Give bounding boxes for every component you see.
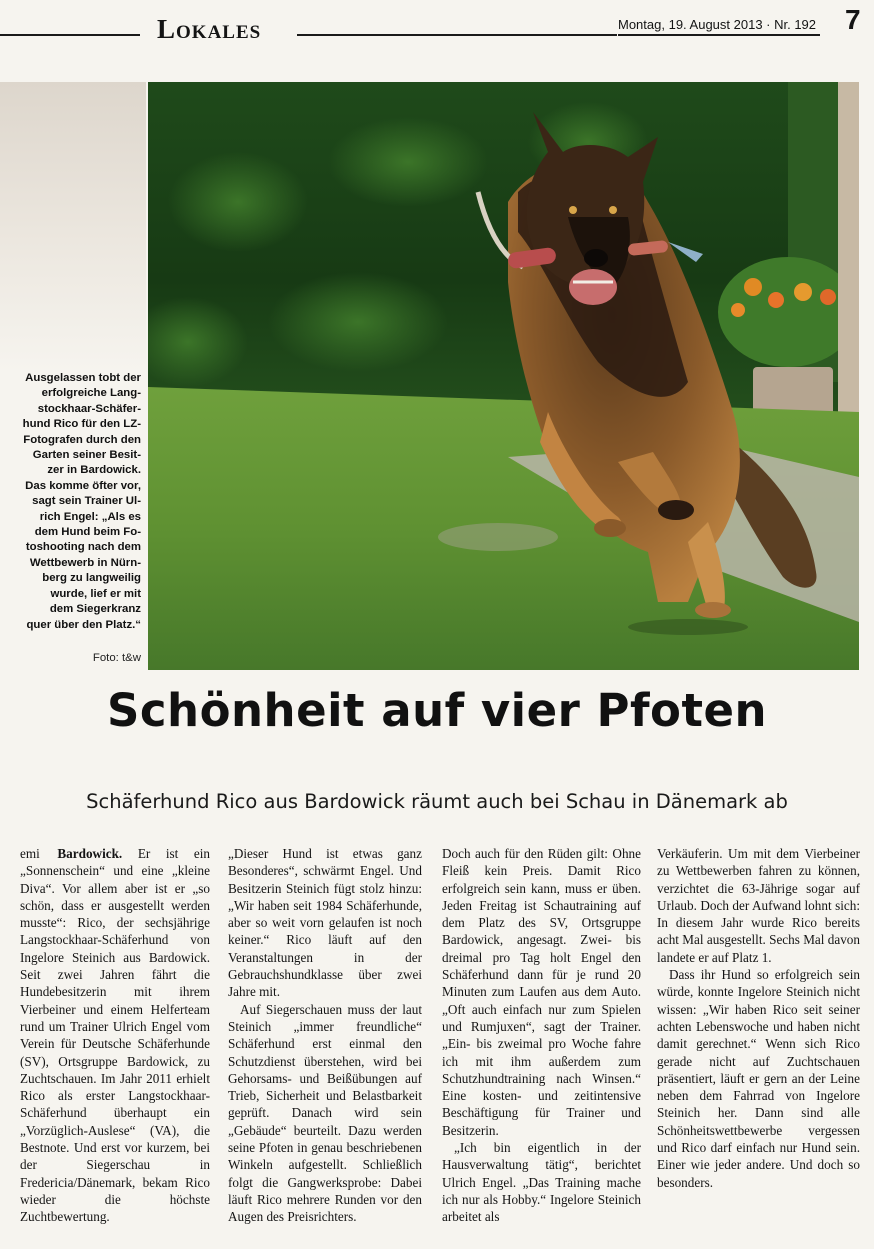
paragraph-text: Er ist ein „Sonnenschein“ und eine „kleine Diva“. Vor allem aber ist er „so schön, dass er ausgestellt werden musste“: Rico, der sechsjährige Langstockhaar-Schäferhund von Ingelore Steinich aus Bardowick. Seit zwei Jahren fährt die Hundebesitzerin mit ihrem Vierbeiner und einem Helferteam rund um Trainer Ulrich Engel vom Verein für Deutsche Schäferhunde (SV), Ortsgruppe Bardowick, zu Zuchtschauen. Im Jahr 2011 erhielt Rico als erster Langstockhaar-Schäferhund überhaupt ein „Vorzüglich-Auslese“ (VA), die Bestnote. Und erst vor kurzem, bei der Siegerschau in Fredericia/Dänemark, bekam Rico wieder die höchste Zuchtbewertung. bbox=[20, 846, 211, 1225]
dateline: Bardowick. bbox=[57, 846, 123, 861]
issue-info: Montag, 19. August 2013 · Nr. 192 bbox=[618, 17, 817, 32]
headline: Schönheit auf vier Pfoten bbox=[106, 684, 768, 737]
section-title: Lokales bbox=[157, 14, 262, 44]
margin-fade bbox=[0, 82, 146, 372]
header-rule-left bbox=[0, 34, 140, 36]
article-paragraph: Auf Siegerschauen muss der laut Steinich „immer freundliche“ Schäferhund erst einmal den Schutzdienst überstehen, wird bei Gehorsams- und Beißübungen auf Trieb, Sicherheit und Belastbarkeit geprüft. Danach wird sein „Gebäude“ beurteilt. Dazu werden seine Pfoten in genau beschriebenen Winkeln aufgestellt. Schließlich folgt die Gangwerksprobe: Dabei läuft Rico mehrere Runden vor den Augen des Preisrichters. bbox=[228, 1001, 422, 1225]
header-rule-right bbox=[618, 34, 820, 36]
photo-caption: Ausgelassen tobt der erfolgreiche Lang- stockhaar-Schäfer- hund Rico für den LZ- Fotografen durch den Garten seiner Besit- zer in Bardowick. Das komme öfter vor, sagt sein Trainer Ul- rich Engel: „Als es dem Hund beim Fo- toshooting nach dem Wettbewerb in Nürn- berg zu langweilig wurde, lief er mit dem Siegerkranz quer über den Platz.“ bbox=[22, 372, 141, 631]
author-initials: emi bbox=[20, 846, 40, 861]
header-rule-middle bbox=[297, 34, 617, 36]
photo-credit: Foto: t&w bbox=[92, 652, 141, 664]
page-number: 7 bbox=[845, 4, 861, 35]
article-paragraph: Dass ihr Hund so erfolgreich sein würde, konnte Ingelore Steinich nicht wissen: „Wir haben Rico seit seiner achten Lebenswoche und haben nicht damit gerechnet.“ Wenn sich Rico gerade nicht auf Zuchtschauen präsentiert, läuft er gern an der Leine neben dem Fahrrad von Ingelore Steinich her. Dann sind alle Schönheitswettbewerbe vergessen und Rico darf einfach nur Hund sein. Einer wie jeder andere. Und doch so besonders. bbox=[657, 967, 860, 1190]
article-paragraph: „Dieser Hund ist etwas ganz Besonderes“, schwärmt Engel. Und Besitzerin Steinich fügt stolz hinzu: „Wir haben seit 1984 Schäferhunde, aber so weit vorn gelaufen ist noch keiner.“ Rico läuft auf den Veranstaltungen in der Gebrauchshundklasse über zwei Jahre mit. bbox=[228, 846, 422, 1000]
dog-photo bbox=[148, 82, 859, 670]
article-paragraph: „Ich bin eigentlich in der Hausverwaltung tätig“, berichtet Ulrich Engel. „Das Training mache ich nur als Hobby.“ Ingelore Steinich arbeitet als bbox=[442, 1140, 641, 1225]
article-paragraph: Verkäuferin. Um mit dem Vierbeiner zu Wettbewerben fahren zu können, verzichtet die 63-Jährige sogar auf Urlaub. Doch der Aufwand lohnt sich: In diesem Jahr wurde Rico bereits acht Mal ausgestellt. Sechs Mal davon landete er auf Platz 1. bbox=[657, 846, 860, 965]
article-column-2 bbox=[228, 845, 422, 1226]
article-paragraph: Doch auch für den Rüden gilt: Ohne Fleiß kein Preis. Damit Rico erfolgreich sein kann, muss er üben. Jeden Freitag ist Schautraining auf dem Platz des SV, Ortsgruppe Bardowick, angesagt. Zwei- bis dreimal pro Tag holt Engel den Schäferhund dann für je rund 20 Minuten zum Laufen aus dem Auto. „Oft auch einfach nur zum Spielen und Rumjuxen“, sagt der Trainer. „Ein- bis zweimal pro Woche fahre ich mit ihm außerdem zum Schutzhundtraining nach Winsen.“ Eine kosten- und zeitintensive Beschäftigung für Trainer und Besitzerin. bbox=[442, 846, 641, 1138]
article-column-1 bbox=[20, 845, 210, 1226]
article-column-3 bbox=[442, 845, 641, 1226]
article-column-4 bbox=[657, 845, 860, 1191]
article-paragraph bbox=[20, 845, 210, 1226]
subheadline: Schäferhund Rico aus Bardowick räumt auch bei Schau in Dänemark ab bbox=[86, 790, 788, 813]
